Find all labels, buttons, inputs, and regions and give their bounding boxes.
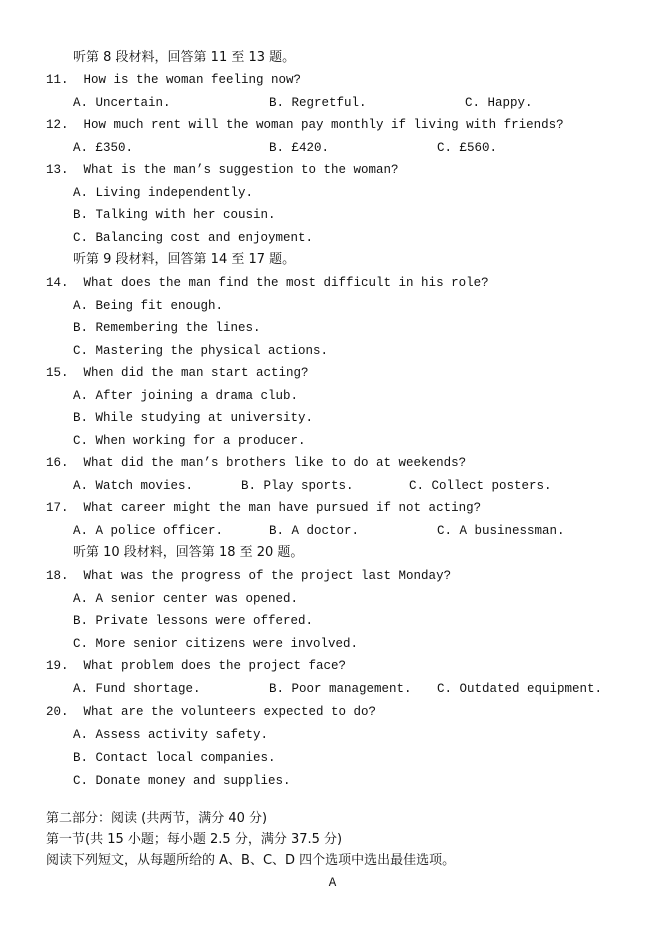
option-13-b: B. Talking with her cousin. xyxy=(73,208,276,222)
question-13: 13. What is the man’s suggestion to the woman? xyxy=(46,163,399,177)
question-14: 14. What does the man find the most difficult in his role? xyxy=(46,276,489,290)
option-16-b: B. Play sports. xyxy=(241,479,354,493)
option-15-c: C. When working for a producer. xyxy=(73,434,306,448)
option-17-b: B. A doctor. xyxy=(269,524,360,538)
part-two-title: 第二部分：阅读 (共两节，满分 40 分) xyxy=(46,811,268,826)
option-17-a: A. A police officer. xyxy=(73,524,224,538)
options-17 xyxy=(73,523,633,539)
options-19 xyxy=(73,681,633,697)
option-16-c: C. Collect posters. xyxy=(409,479,552,493)
option-14-a: A. Being fit enough. xyxy=(73,299,224,313)
question-17: 17. What career might the man have pursued if not acting? xyxy=(46,501,482,515)
option-18-c: C. More senior citizens were involved. xyxy=(73,637,359,651)
question-16: 16. What did the man’s brothers like to do at weekends? xyxy=(46,456,467,470)
option-13-a: A. Living independently. xyxy=(73,186,254,200)
option-15-b: B. While studying at university. xyxy=(73,411,314,425)
option-20-b: B. Contact local companies. xyxy=(73,751,276,765)
option-19-c: C. Outdated equipment. xyxy=(437,682,603,696)
option-19-b: B. Poor management. xyxy=(269,682,412,696)
option-11-a: A. Uncertain. xyxy=(73,96,171,110)
question-18: 18. What was the progress of the project last Monday? xyxy=(46,569,452,583)
question-15: 15. When did the man start acting? xyxy=(46,366,309,380)
option-20-c: C. Donate money and supplies. xyxy=(73,774,291,788)
option-12-b: B. £420. xyxy=(269,141,330,155)
section-one-title: 第一节(共 15 小题；每小题 2.5 分，满分 37.5 分) xyxy=(46,832,343,847)
section-header-8: 听第 8 段材料，回答第 11 至 13 题。 xyxy=(73,50,296,65)
option-18-b: B. Private lessons were offered. xyxy=(73,614,314,628)
section-header-10: 听第 10 段材料，回答第 18 至 20 题。 xyxy=(73,545,304,560)
option-14-c: C. Mastering the physical actions. xyxy=(73,344,329,358)
question-12: 12. How much rent will the woman pay monthly if living with friends? xyxy=(46,118,564,132)
option-11-c: C. Happy. xyxy=(465,96,533,110)
option-14-b: B. Remembering the lines. xyxy=(73,321,261,335)
reading-instructions: 阅读下列短文，从每题所给的 A、B、C、D 四个选项中选出最佳选项。 xyxy=(46,853,456,868)
option-12-a: A. £350. xyxy=(73,141,134,155)
question-19: 19. What problem does the project face? xyxy=(46,659,347,673)
option-17-c: C. A businessman. xyxy=(437,524,565,538)
options-16 xyxy=(73,478,633,494)
question-20: 20. What are the volunteers expected to do? xyxy=(46,705,377,719)
option-19-a: A. Fund shortage. xyxy=(73,682,201,696)
passage-label: A xyxy=(328,876,337,890)
option-15-a: A. After joining a drama club. xyxy=(73,389,299,403)
option-13-c: C. Balancing cost and enjoyment. xyxy=(73,231,314,245)
option-11-b: B. Regretful. xyxy=(269,96,367,110)
question-11: 11. How is the woman feeling now? xyxy=(46,73,302,87)
section-header-9: 听第 9 段材料，回答第 14 至 17 题。 xyxy=(73,252,296,267)
option-20-a: A. Assess activity safety. xyxy=(73,728,269,742)
option-18-a: A. A senior center was opened. xyxy=(73,592,299,606)
option-16-a: A. Watch movies. xyxy=(73,479,194,493)
options-12 xyxy=(73,140,633,156)
option-12-c: C. £560. xyxy=(437,141,498,155)
options-11 xyxy=(73,95,633,111)
